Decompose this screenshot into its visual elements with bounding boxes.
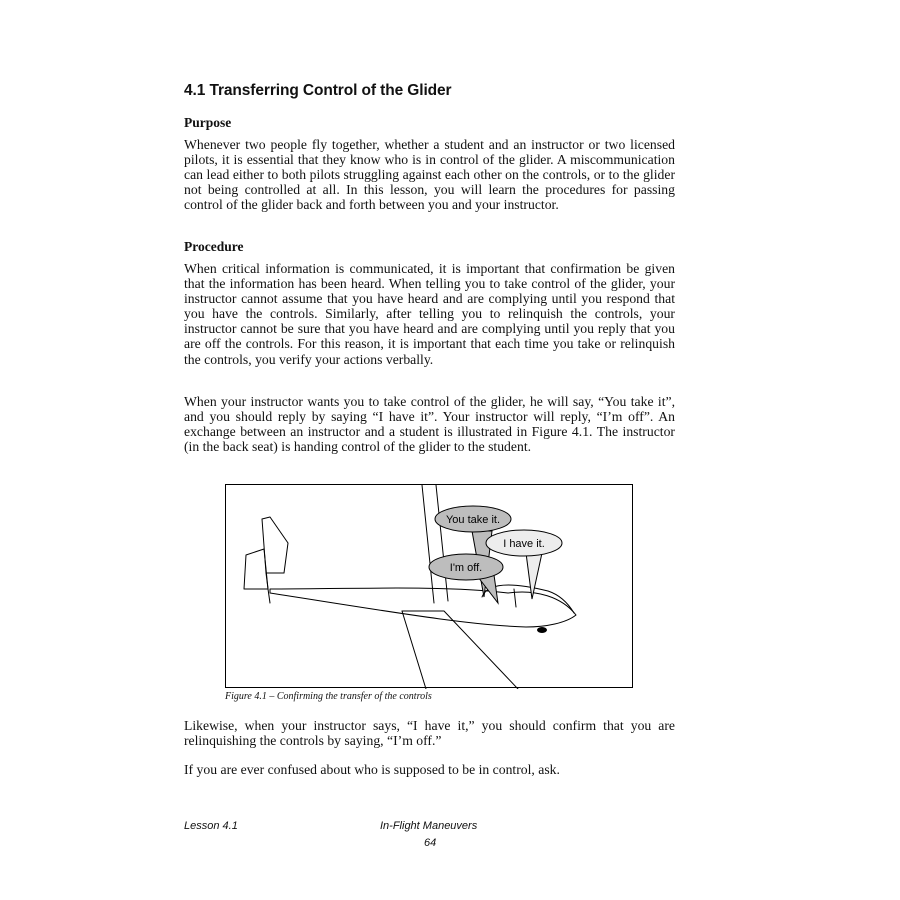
bubble-you-take-it-text: You take it.	[445, 514, 501, 526]
footer-lesson: Lesson 4.1	[184, 820, 238, 832]
section-title: 4.1 Transferring Control of the Glider	[184, 82, 452, 99]
procedure-paragraph-2: When your instructor wants you to take control of the glider, he will say, “You take it”, and you should reply by saying “I have it”. Your instructor will reply, “I’m off”. An exchange between an instructor and a student is illustrated in Figure 4.1. The instructor (in the back seat) is handing control of the glider to the student.	[184, 394, 675, 455]
footer-page-number: 64	[424, 837, 437, 849]
far-wing-leading-edge	[422, 485, 434, 603]
purpose-heading: Purpose	[184, 115, 232, 130]
far-wing-trailing-edge	[436, 485, 448, 601]
main-wheel	[537, 627, 547, 633]
figure-glider-illustration	[225, 484, 633, 688]
procedure-paragraph-1: When critical information is communicated, it is important that confirmation be given that the information has been heard. When telling you to take control of the glider, your instructor cannot assume that you have heard and are complying until you respond that you have the controls. Similarly, after telling you to relinquish the controls, your instructor cannot be sure that you have heard and are complying until you reply that you are off the controls. For this reason, it is important that each time you take or relinquish the controls, you verify your actions verbally.	[184, 261, 675, 367]
procedure-paragraph-3: Likewise, when your instructor says, “I have it,” you should confirm that you are relinquishing the controls by saying, “I’m off.”	[184, 718, 675, 749]
near-wing-leading-edge	[402, 611, 518, 689]
footer-chapter: In-Flight Maneuvers	[380, 820, 478, 832]
bubble-i-have-it-text: I have it.	[503, 538, 545, 550]
fuselage	[270, 588, 576, 627]
purpose-paragraph: Whenever two people fly together, whether a student and an instructor or two licensed pilots, it is essential that they know who is in control of the glider. A miscommunication can lead either to both pilots struggling against each other on the controls, or to the glider not being controlled at all. In this lesson, you will learn the procedures for passing control of the glider back and forth between you and your instructor.	[184, 137, 675, 213]
procedure-heading: Procedure	[184, 239, 244, 254]
near-wing-trailing-edge	[402, 611, 426, 689]
bubble-im-off-text: I'm off.	[449, 562, 483, 574]
procedure-paragraph-4: If you are ever confused about who is supposed to be in control, ask.	[184, 762, 560, 777]
bubble-im-off	[429, 554, 503, 603]
page	[184, 0, 675, 900]
glider-drawing	[226, 485, 634, 689]
figure-caption: Figure 4.1 – Confirming the transfer of the controls	[225, 691, 432, 702]
